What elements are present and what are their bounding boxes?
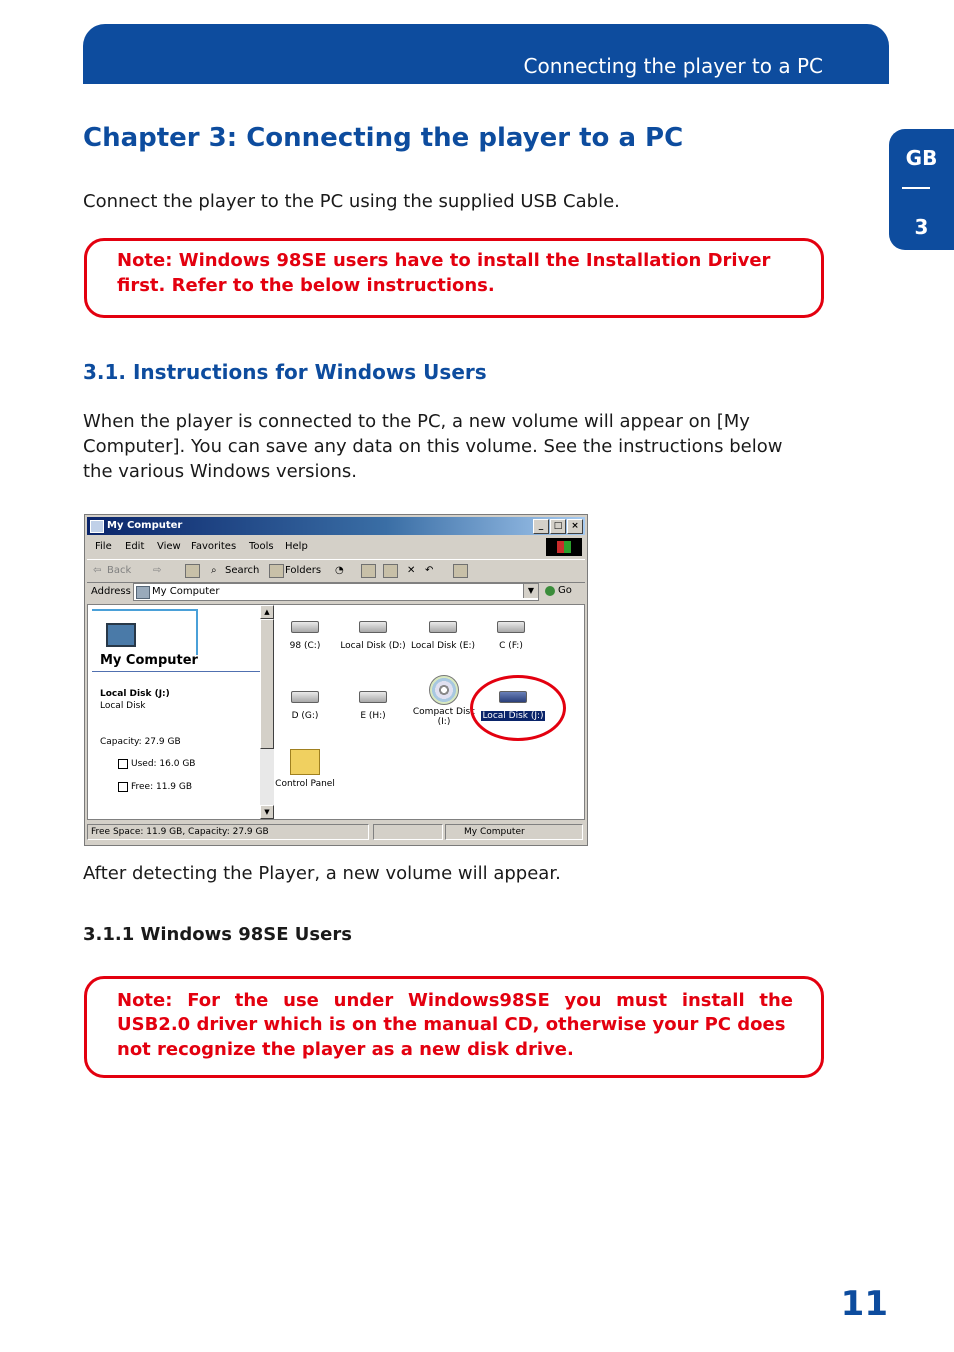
- disk-free: Free: 11.9 GB: [131, 782, 193, 792]
- menu-favorites[interactable]: Favorites: [191, 541, 237, 552]
- up-folder-icon[interactable]: [185, 564, 200, 578]
- intro-text: Connect the player to the PC using the supplied USB Cable.: [83, 191, 620, 212]
- computer-icon: [106, 623, 136, 647]
- computer-icon: [90, 520, 104, 533]
- free-swatch: [118, 782, 128, 792]
- note-box-2: [84, 976, 824, 1078]
- screenshot-caption: After detecting the Player, a new volume will appear.: [83, 863, 561, 884]
- cd-disc-icon: [429, 675, 459, 705]
- drive-i[interactable]: Compact Disc (I:): [410, 675, 478, 727]
- hard-drive-icon: [359, 621, 387, 633]
- folders-button[interactable]: Folders: [285, 565, 322, 576]
- status-middle: [373, 824, 443, 840]
- side-tab: [889, 129, 954, 250]
- address-value: My Computer: [152, 586, 220, 597]
- hard-drive-icon: [429, 621, 457, 633]
- drive-f[interactable]: C (F:): [486, 621, 536, 651]
- minimize-button[interactable]: _: [533, 519, 549, 534]
- side-tab-divider: [902, 187, 930, 189]
- chapter-title: Chapter 3: Connecting the player to a PC: [83, 123, 684, 153]
- used-swatch: [118, 759, 128, 769]
- side-tab-language: GB: [905, 146, 938, 170]
- note-box-1: [84, 238, 824, 318]
- drive-h[interactable]: E (H:): [350, 691, 396, 721]
- disk-used: Used: 16.0 GB: [131, 759, 196, 769]
- menu-bar: [87, 537, 585, 557]
- hard-drive-icon: [497, 621, 525, 633]
- history-icon[interactable]: ◔: [335, 565, 344, 576]
- disk-name: Local Disk (J:): [100, 689, 170, 699]
- scroll-down-icon[interactable]: ▼: [260, 805, 274, 819]
- menu-help[interactable]: Help: [285, 541, 308, 552]
- hard-drive-icon: [291, 621, 319, 633]
- address-bar: [87, 582, 585, 602]
- note-2-line-2: USB2.0 driver which is on the manual CD, otherwise your PC does: [117, 1014, 786, 1035]
- side-tab-chapter: 3: [914, 215, 929, 239]
- maximize-button[interactable]: □: [550, 519, 566, 534]
- pane-header-graphic: [92, 609, 198, 655]
- go-button[interactable]: [545, 583, 579, 599]
- status-bar: [87, 823, 585, 841]
- note-2-line-1: Note: For the use under Windows98SE you must install the: [117, 990, 793, 1011]
- header-title: Connecting the player to a PC: [523, 54, 823, 78]
- close-button[interactable]: ×: [567, 519, 583, 534]
- address-field[interactable]: [133, 583, 539, 601]
- status-left: Free Space: 11.9 GB, Capacity: 27.9 GB: [87, 824, 369, 840]
- delete-icon[interactable]: ✕: [407, 565, 416, 576]
- page-number: 11: [840, 1284, 888, 1324]
- control-panel[interactable]: Control Panel: [272, 749, 338, 789]
- subsection-title: 3.1.1 Windows 98SE Users: [83, 924, 352, 945]
- control-panel-icon: [290, 749, 320, 775]
- computer-icon: [136, 586, 150, 599]
- pane-divider: [92, 671, 266, 672]
- disk-capacity: Capacity: 27.9 GB: [100, 737, 181, 747]
- views-icon[interactable]: [453, 564, 468, 578]
- move-to-icon[interactable]: [361, 564, 376, 578]
- drive-c[interactable]: 98 (C:): [282, 621, 328, 651]
- hard-drive-icon: [359, 691, 387, 703]
- note-1-line-1: Note: Windows 98SE users have to install the Installation Driver: [117, 250, 771, 271]
- note-1-line-2: first. Refer to the below instructions.: [117, 275, 495, 296]
- chevron-down-icon[interactable]: ▼: [523, 584, 538, 598]
- toolbar: [87, 559, 585, 583]
- hard-drive-icon: [291, 691, 319, 703]
- drive-j[interactable]: Local Disk (J:): [478, 691, 548, 721]
- drive-e[interactable]: Local Disk (E:): [408, 621, 478, 651]
- header-bar: [83, 24, 889, 84]
- undo-icon[interactable]: ↶: [425, 565, 434, 576]
- left-pane: [88, 605, 274, 819]
- scroll-thumb[interactable]: [260, 619, 274, 749]
- address-label: Address: [91, 586, 131, 597]
- copy-to-icon[interactable]: [383, 564, 398, 578]
- windows-logo-icon: [546, 538, 582, 556]
- disk-type: Local Disk: [100, 701, 146, 711]
- drive-g[interactable]: D (G:): [282, 691, 328, 721]
- menu-edit[interactable]: Edit: [125, 541, 145, 552]
- drive-d[interactable]: Local Disk (D:): [338, 621, 408, 651]
- scroll-up-icon[interactable]: ▲: [260, 605, 274, 619]
- menu-tools[interactable]: Tools: [249, 541, 274, 552]
- window-title: My Computer: [107, 520, 183, 531]
- section-para-line-2: Computer]. You can save any data on this volume. See the instructions below: [83, 436, 783, 457]
- menu-view[interactable]: View: [157, 541, 181, 552]
- search-button[interactable]: Search: [225, 565, 260, 576]
- back-arrow-icon[interactable]: ⇦: [93, 565, 102, 576]
- go-label: Go: [558, 585, 572, 596]
- section-para-line-3: the various Windows versions.: [83, 461, 357, 482]
- forward-arrow-icon[interactable]: ⇨: [153, 565, 162, 576]
- back-button[interactable]: Back: [107, 565, 132, 576]
- pane-title: My Computer: [100, 653, 198, 668]
- menu-file[interactable]: File: [95, 541, 112, 552]
- section-para-line-1: When the player is connected to the PC, a new volume will appear on [My: [83, 411, 750, 432]
- go-arrow-icon: [545, 586, 555, 596]
- highlight-circle: [470, 675, 566, 741]
- window-titlebar: [87, 517, 585, 535]
- folders-icon[interactable]: [269, 564, 284, 578]
- status-right: My Computer: [445, 824, 583, 840]
- search-icon[interactable]: ⌕: [211, 565, 217, 576]
- section-title: 3.1. Instructions for Windows Users: [83, 360, 487, 384]
- note-2-line-3: not recognize the player as a new disk drive.: [117, 1039, 574, 1060]
